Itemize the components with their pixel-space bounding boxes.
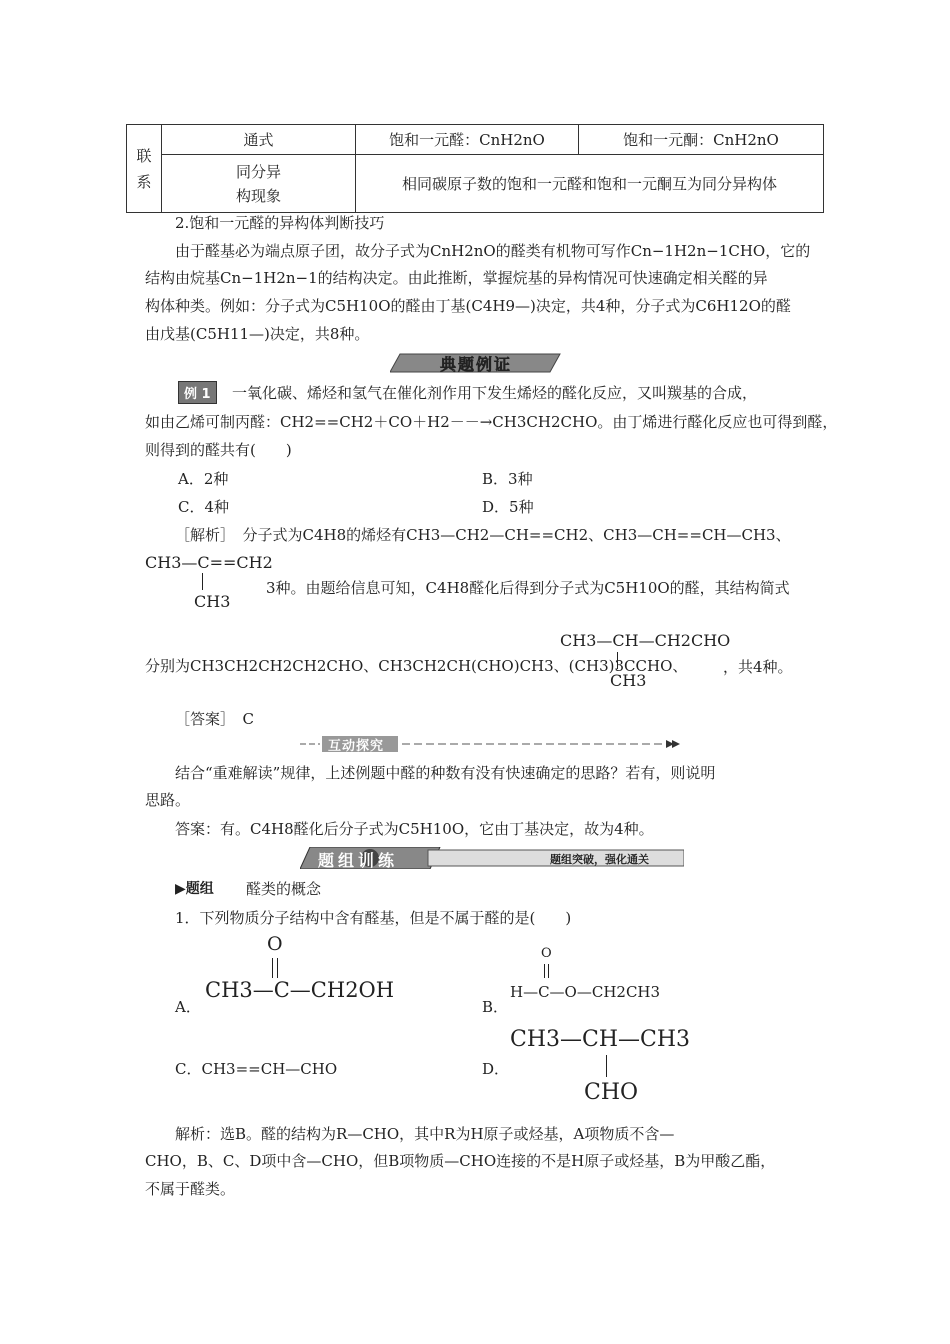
structure-aldehyde: CH3—CH—CH2CHO <box>560 631 731 650</box>
group-label: ▶题组 <box>175 881 214 897</box>
banner3-title: 题组训练 <box>318 851 399 870</box>
structure-isobutene: CH3—C==CH2 <box>145 553 273 572</box>
q1-option-d[interactable]: D． <box>482 1060 510 1078</box>
section-title: 2.饱和一元醛的异构体判断技巧 <box>175 214 385 232</box>
q1-a-oxygen: O <box>267 933 283 955</box>
q1-b-double-bond-1 <box>544 964 545 978</box>
q1-d-structure: CH3—CH—CH3 <box>510 1027 691 1052</box>
banner2-title: 互动探究 <box>328 739 385 754</box>
cell-general-formula-label: 通式 <box>162 125 356 155</box>
interactive-answer: 答案：有。C4H8醛化后分子式为C5H10O，它由丁基决定，故为4种。 <box>175 820 654 838</box>
q1-a-double-bond-2 <box>277 958 278 978</box>
banner-practice <box>300 847 684 869</box>
answer: ［答案］ C <box>175 710 254 728</box>
analysis-line-1: ［解析］ 分子式为C4H8的烯烃有CH3—CH2—CH==CH2、CH3—CH==CH—CH3、 <box>175 526 791 544</box>
option-b[interactable]: B．3种 <box>482 470 533 488</box>
interactive-question-2: 思路。 <box>145 791 191 809</box>
option-d[interactable]: D．5种 <box>482 498 534 516</box>
para-line-4: 由戊基(C5H11—)决定，共8种。 <box>145 325 370 343</box>
isomer-label-line1: 同分异 <box>235 162 281 181</box>
q1-d-bond <box>606 1055 607 1077</box>
q1-a-double-bond-1 <box>272 958 273 978</box>
para-line-1: 由于醛基必为端点原子团，故分子式为CnH2nO的醛类有机物可写作Cn−1H2n−1CHO，它的 <box>175 242 811 260</box>
option-c[interactable]: C．4种 <box>178 498 230 516</box>
row-header-bottom: 系 <box>136 172 152 191</box>
structure-isobutene-branch: CH3 <box>194 592 231 611</box>
example-line-3: 则得到的醛共有( ) <box>145 441 292 459</box>
q1-a-structure: CH3—C—CH2OH <box>205 978 395 1002</box>
banner-typical-examples <box>390 352 568 374</box>
row-header-top: 联 <box>136 146 152 165</box>
structure-bond <box>202 573 203 590</box>
banner-title: 典题例证 <box>440 355 513 374</box>
row-header <box>127 125 162 213</box>
isomer-label-line2: 构现象 <box>235 186 281 205</box>
interactive-question-1: 结合“重难解读”规律，上述例题中醛的种数有没有快速确定的思路？若有，则说明 <box>175 764 716 782</box>
option-a[interactable]: A．2种 <box>178 470 229 488</box>
q1-b-double-bond-2 <box>548 964 549 978</box>
analysis-line-3: 分别为CH3CH2CH2CH2CHO、CH3CH2CH(CHO)CH3、(CH3)3CCHO、 <box>145 657 688 675</box>
solution-line-3: 不属于醛类。 <box>145 1180 236 1198</box>
cell-aldehyde-formula: 饱和一元醛：CnH2nO <box>356 125 579 155</box>
q1-option-b[interactable]: B． <box>482 998 509 1016</box>
para-line-3: 构体种类。例如：分子式为C5H10O的醛由丁基(C4H9—)决定，共4种，分子式为C6H12O的醛 <box>145 297 791 315</box>
q1-option-c[interactable]: C．CH3==CH—CHO <box>175 1060 338 1078</box>
group-topic: 醛类的概念 <box>246 880 322 898</box>
solution-line-1: 解析：选B。醛的结构为R—CHO，其中R为H原子或烃基，A项物质不含— <box>175 1125 675 1143</box>
example-line-1: 一氧化碳、烯烃和氢气在催化剂作用下发生烯烃的醛化反应，又叫羰基的合成， <box>232 384 758 402</box>
cell-ketone-formula: 饱和一元酮：CnH2nO <box>579 125 824 155</box>
analysis-line-2: 3种。由题给信息可知，C4H8醛化后得到分子式为C5H10O的醛，其结构简式 <box>266 579 790 597</box>
banner-interactive <box>300 735 684 753</box>
q1-option-a[interactable]: A． <box>175 998 201 1016</box>
analysis-line-4: ，共4种。 <box>723 658 793 676</box>
example-line-2: 如由乙烯可制丙醛：CH2==CH2＋CO＋H2－－→CH3CH2CHO。由丁烯进行醛化反应也可得到醛， <box>145 413 838 431</box>
solution-line-2: CHO，B、C、D项中含—CHO，但B项物质—CHO连接的不是H原子或烃基，B为甲酸乙酯， <box>145 1152 776 1170</box>
q1-b-oxygen: O <box>541 946 552 961</box>
q1-b-structure: H—C—O—CH2CH3 <box>510 983 661 1001</box>
para-line-2: 结构由烷基Cn−1H2n−1的结构决定。由此推断，掌握烷基的异构情况可快速确定相关醛的异 <box>145 269 768 287</box>
question-1: 1．下列物质分子结构中含有醛基，但是不属于醛的是( ) <box>175 909 572 927</box>
cell-isomer-text: 相同碳原子数的饱和一元醛和饱和一元酮互为同分异构体 <box>356 155 824 213</box>
banner3-subtitle: 题组突破，强化通关 <box>550 853 649 866</box>
q1-d-branch: CHO <box>584 1080 639 1105</box>
example-tag: 例 1 <box>178 381 217 404</box>
cell-isomer-label <box>162 155 356 213</box>
structure-aldehyde-branch: CH3 <box>610 671 647 690</box>
comparison-table <box>126 124 824 213</box>
